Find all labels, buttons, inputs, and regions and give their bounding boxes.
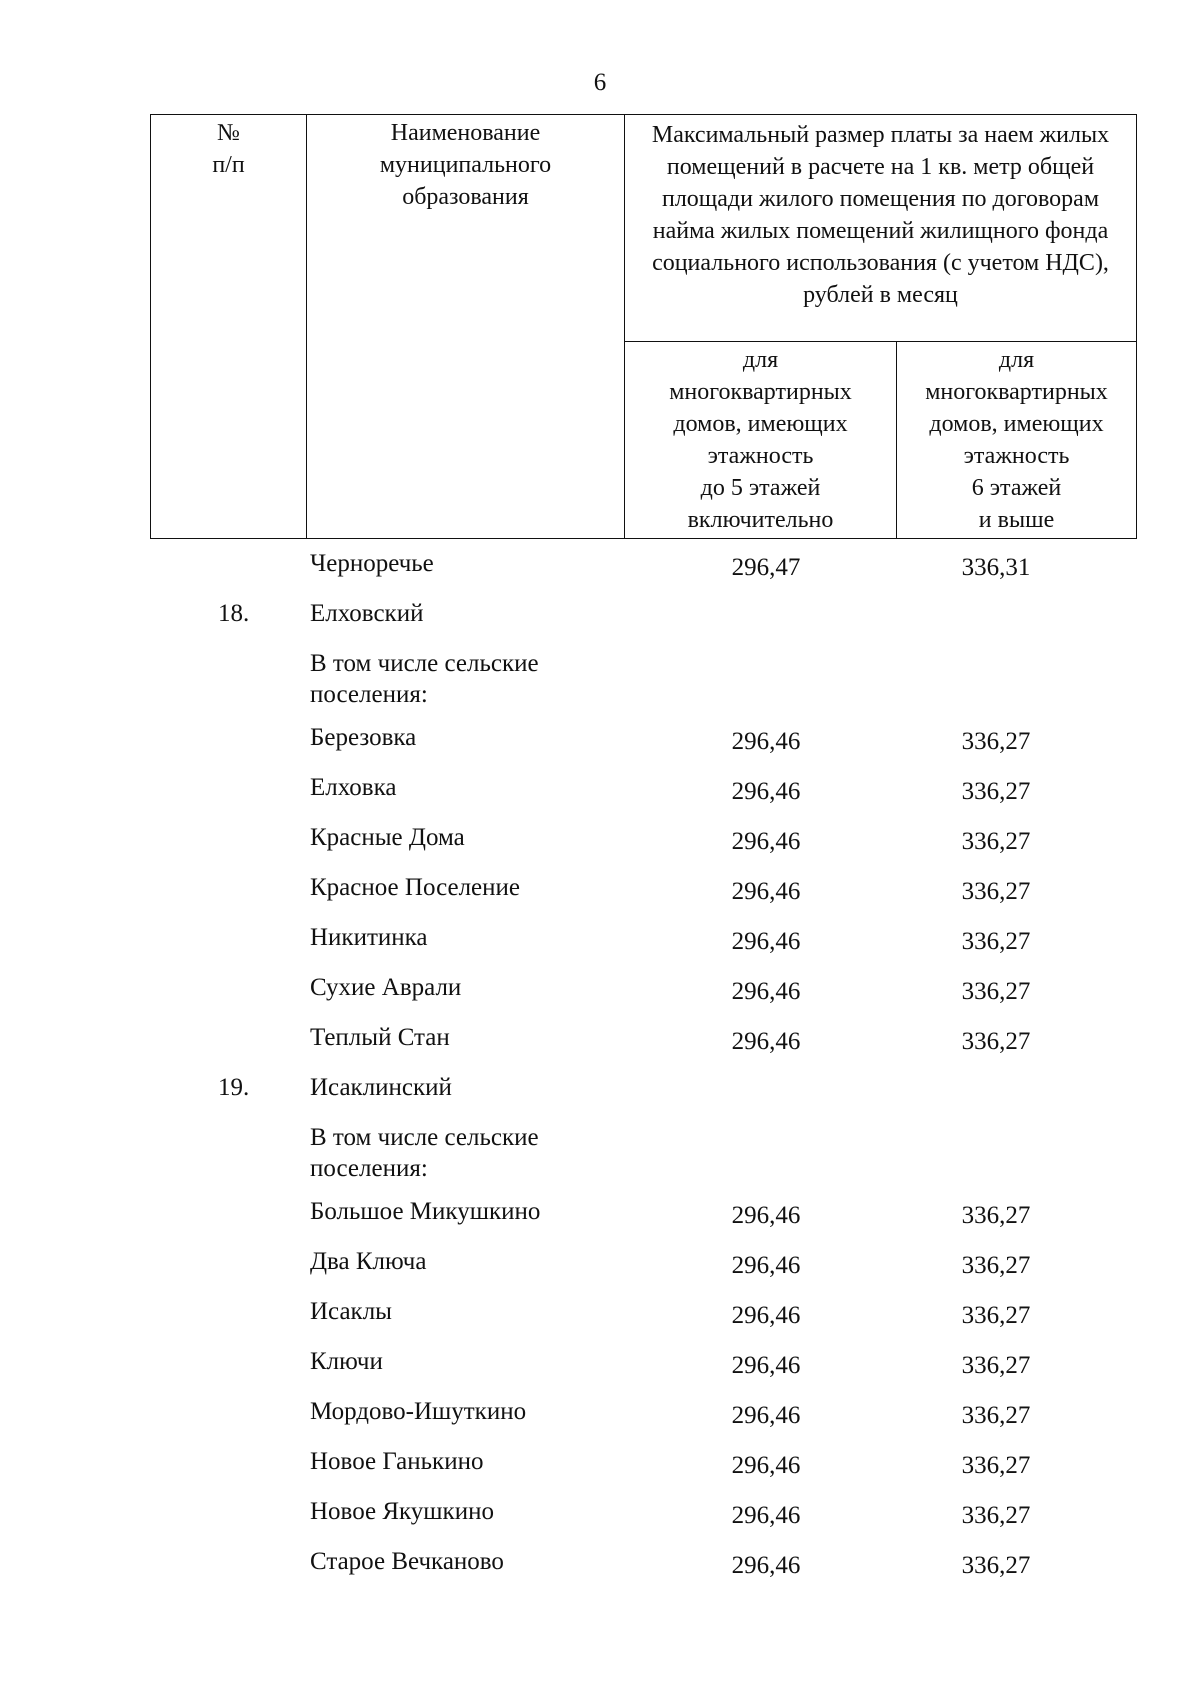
row-value-6-floors-and-above xyxy=(896,1122,1136,1196)
row-value-6-floors-and-above: 336,27 xyxy=(961,778,1031,805)
row-value-up-to-5-floors: 296,46 xyxy=(731,728,801,755)
row-name: Мордово-Ишуткино xyxy=(310,1398,527,1425)
row-number xyxy=(150,1446,306,1496)
table-row xyxy=(150,1122,1136,1196)
row-value-6-floors-and-above: 336,31 xyxy=(961,554,1031,581)
row-name: Елховский xyxy=(310,600,424,627)
header-col-name: Наименование муниципального образования xyxy=(307,115,625,539)
row-number xyxy=(150,1246,306,1296)
header-subcol-up-to-5-floors: для многоквартирных домов, имеющих этажность до 5 этажей включительно xyxy=(625,342,897,539)
header-col-number: № п/п xyxy=(151,115,307,539)
row-number xyxy=(150,1396,306,1446)
row-value-6-floors-and-above xyxy=(896,598,1136,648)
table-header xyxy=(150,114,1137,539)
row-value-6-floors-and-above: 336,27 xyxy=(961,1028,1031,1055)
row-value-6-floors-and-above: 336,27 xyxy=(961,1302,1031,1329)
row-value-up-to-5-floors xyxy=(624,648,896,722)
row-name: Елховка xyxy=(310,774,397,801)
row-value-up-to-5-floors: 296,46 xyxy=(731,1402,801,1429)
row-number: 18. xyxy=(218,600,250,627)
row-value-up-to-5-floors: 296,46 xyxy=(731,778,801,805)
row-value-up-to-5-floors: 296,47 xyxy=(731,554,801,581)
row-value-6-floors-and-above: 336,27 xyxy=(961,1252,1031,1279)
row-value-6-floors-and-above xyxy=(896,648,1136,722)
row-number xyxy=(150,1546,306,1596)
row-number xyxy=(150,872,306,922)
row-name: Исаклы xyxy=(310,1298,392,1325)
row-value-6-floors-and-above: 336,27 xyxy=(961,828,1031,855)
row-name: Два Ключа xyxy=(310,1248,427,1275)
row-name: Большое Микушкино xyxy=(310,1198,541,1225)
table-row xyxy=(150,1546,1136,1596)
row-value-6-floors-and-above: 336,27 xyxy=(961,1552,1031,1579)
row-value-6-floors-and-above: 336,27 xyxy=(961,878,1031,905)
row-name: В том числе сельские поселения: xyxy=(310,650,539,708)
row-name: Красное Поселение xyxy=(310,874,520,901)
row-value-6-floors-and-above: 336,27 xyxy=(961,928,1031,955)
row-name: В том числе сельские поселения: xyxy=(310,1124,539,1182)
row-name: Исаклинский xyxy=(310,1074,452,1101)
row-value-6-floors-and-above: 336,27 xyxy=(961,728,1031,755)
row-number xyxy=(150,548,306,598)
table-row xyxy=(150,1296,1136,1346)
row-name: Никитинка xyxy=(310,924,428,951)
row-value-up-to-5-floors: 296,46 xyxy=(731,978,801,1005)
row-value-up-to-5-floors: 296,46 xyxy=(731,928,801,955)
row-value-6-floors-and-above xyxy=(896,1072,1136,1122)
row-value-up-to-5-floors: 296,46 xyxy=(731,1028,801,1055)
table-row xyxy=(150,648,1136,722)
table-rows xyxy=(150,548,1136,1596)
row-value-up-to-5-floors xyxy=(624,598,896,648)
row-value-up-to-5-floors xyxy=(624,1122,896,1196)
table-row xyxy=(150,1496,1136,1546)
row-name: Сухие Аврали xyxy=(310,974,462,1001)
row-value-up-to-5-floors: 296,46 xyxy=(731,1502,801,1529)
table-row xyxy=(150,1196,1136,1246)
table-row xyxy=(150,1022,1136,1072)
row-value-up-to-5-floors: 296,46 xyxy=(731,1252,801,1279)
row-number xyxy=(150,1122,306,1196)
row-value-6-floors-and-above: 336,27 xyxy=(961,1402,1031,1429)
table-row xyxy=(150,872,1136,922)
table-row xyxy=(150,772,1136,822)
header-subcol-6-floors-and-above: для многоквартирных домов, имеющих этажность 6 этажей и выше xyxy=(897,342,1137,539)
row-name: Старое Вечканово xyxy=(310,1548,504,1575)
row-value-up-to-5-floors: 296,46 xyxy=(731,1452,801,1479)
table-row xyxy=(150,1446,1136,1496)
row-value-up-to-5-floors: 296,46 xyxy=(731,878,801,905)
table-row xyxy=(150,972,1136,1022)
row-value-6-floors-and-above: 336,27 xyxy=(961,978,1031,1005)
row-name: Красные Дома xyxy=(310,824,465,851)
row-value-6-floors-and-above: 336,27 xyxy=(961,1452,1031,1479)
row-number xyxy=(150,648,306,722)
table-row xyxy=(150,1072,1136,1122)
row-value-up-to-5-floors: 296,46 xyxy=(731,1352,801,1379)
row-number xyxy=(150,772,306,822)
row-number xyxy=(150,922,306,972)
table-row xyxy=(150,548,1136,598)
row-value-up-to-5-floors: 296,46 xyxy=(731,1302,801,1329)
row-number xyxy=(150,972,306,1022)
table-row xyxy=(150,1246,1136,1296)
row-number xyxy=(150,1496,306,1546)
row-name: Березовка xyxy=(310,724,417,751)
row-name: Теплый Стан xyxy=(310,1024,450,1051)
table-row xyxy=(150,822,1136,872)
table-row xyxy=(150,598,1136,648)
table-row xyxy=(150,1396,1136,1446)
row-value-6-floors-and-above: 336,27 xyxy=(961,1502,1031,1529)
row-number xyxy=(150,1196,306,1246)
row-value-up-to-5-floors xyxy=(624,1072,896,1122)
row-name: Ключи xyxy=(310,1348,383,1375)
row-name: Новое Ганькино xyxy=(310,1448,484,1475)
row-number xyxy=(150,822,306,872)
row-number xyxy=(150,722,306,772)
row-number: 19. xyxy=(218,1074,250,1101)
row-value-up-to-5-floors: 296,46 xyxy=(731,1202,801,1229)
row-name: Черноречье xyxy=(310,550,434,577)
table-body xyxy=(150,548,1136,1596)
row-value-up-to-5-floors: 296,46 xyxy=(731,1552,801,1579)
row-value-6-floors-and-above: 336,27 xyxy=(961,1202,1031,1229)
table-row xyxy=(150,722,1136,772)
table-row xyxy=(150,1346,1136,1396)
page-number: 6 xyxy=(593,69,607,96)
header-col-value: Максимальный размер платы за наем жилых помещений в расчете на 1 кв. метр общей площади жилого помещения по договорам найма жилых помещений жилищного фонда социального использования (с учетом НДС), рублей в месяц xyxy=(625,115,1137,342)
row-number xyxy=(150,1296,306,1346)
row-name: Новое Якушкино xyxy=(310,1498,494,1525)
row-number xyxy=(150,1022,306,1072)
row-number xyxy=(150,1346,306,1396)
row-value-6-floors-and-above: 336,27 xyxy=(961,1352,1031,1379)
row-value-up-to-5-floors: 296,46 xyxy=(731,828,801,855)
table-row xyxy=(150,922,1136,972)
